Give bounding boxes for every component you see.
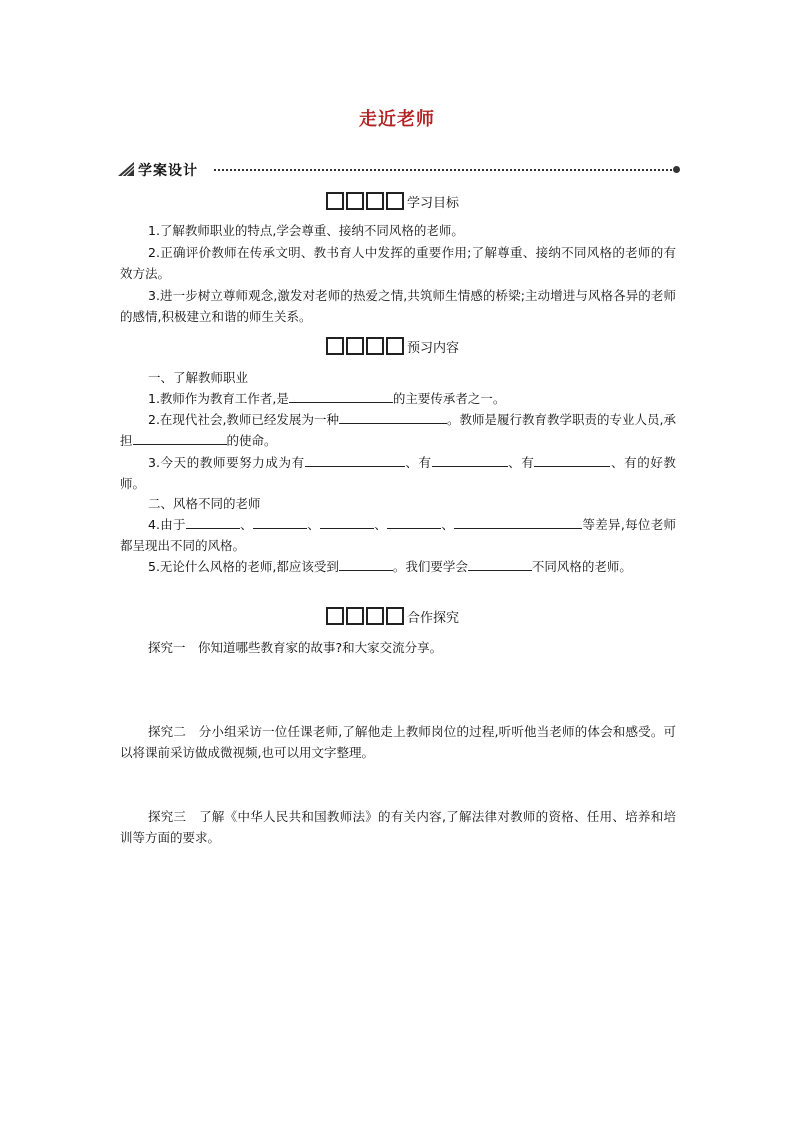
blank-field[interactable] bbox=[133, 431, 227, 445]
divider-end-dot bbox=[673, 166, 680, 173]
heading-boxes-icon bbox=[326, 337, 406, 355]
goal-item-3: 3.进一步树立尊师观念,激发对老师的热爱之情,共筑师生情感的桥梁;主动增进与风格各异的老师的感情,积极建立和谐的师生关系。 bbox=[120, 288, 676, 324]
preview-q5: 5.无论什么风格的老师,都应该受到 。我们要学会 不同风格的老师。 bbox=[148, 559, 632, 574]
blank-field[interactable] bbox=[534, 453, 610, 467]
blank-field[interactable] bbox=[432, 453, 508, 467]
preview-part1: 一、了解教师职业 bbox=[148, 370, 249, 385]
goals-heading-text: 学习目标 bbox=[407, 195, 460, 211]
blank-field[interactable] bbox=[454, 515, 582, 529]
section-header bbox=[118, 158, 680, 182]
goal-item-1: 1.了解教师职业的特点,学会尊重、接纳不同风格的老师。 bbox=[148, 223, 464, 238]
blank-field[interactable] bbox=[253, 515, 307, 529]
section-label: 学案设计 bbox=[138, 163, 198, 179]
blank-field[interactable] bbox=[468, 557, 532, 571]
blank-field[interactable] bbox=[186, 515, 240, 529]
explore-item-1: 探究一 你知道哪些教育家的故事?和大家交流分享。 bbox=[148, 640, 443, 655]
explore-heading bbox=[326, 605, 459, 627]
preview-heading bbox=[326, 335, 459, 357]
blank-field[interactable] bbox=[339, 557, 393, 571]
preview-q1: 1.教师作为教育工作者,是 的主要传承者之一。 bbox=[148, 391, 506, 406]
blank-field[interactable] bbox=[320, 515, 374, 529]
preview-part2: 二、风格不同的老师 bbox=[148, 496, 261, 511]
explore-heading-text: 合作探究 bbox=[407, 610, 460, 626]
goals-heading bbox=[326, 190, 459, 212]
blank-field[interactable] bbox=[305, 453, 405, 467]
preview-q2: 2.在现代社会,教师已经发展为一种 。教师是履行教育教学职责的专业人员,承担 的使命。 bbox=[120, 412, 676, 448]
section-divider bbox=[214, 169, 672, 171]
explore-item-3: 探究三 了解《中华人民共和国教师法》的有关内容,了解法律对教师的资格、任用、培养和培训等方面的要求。 bbox=[120, 809, 676, 845]
blank-field[interactable] bbox=[387, 515, 441, 529]
preview-heading-text: 预习内容 bbox=[407, 340, 460, 356]
preview-q4: 4.由于 、 、 、 、 等差异,每位老师都呈现出不同的风格。 bbox=[120, 517, 676, 553]
goal-item-2: 2.正确评价教师在传承文明、教书育人中发挥的重要作用;了解尊重、接纳不同风格的老师的有效方法。 bbox=[120, 245, 676, 281]
blank-field[interactable] bbox=[289, 389, 393, 403]
heading-boxes-icon bbox=[326, 607, 406, 625]
heading-boxes-icon bbox=[326, 192, 406, 210]
preview-q3: 3.今天的教师要努力成为有 、有 、有 、有的好教师。 bbox=[120, 455, 676, 491]
blank-field[interactable] bbox=[339, 410, 447, 424]
page-title: 走近老师 bbox=[359, 109, 435, 130]
section-triangle-icon bbox=[118, 162, 134, 176]
explore-item-2: 探究二 分小组采访一位任课老师,了解他走上教师岗位的过程,听听他当老师的体会和感受。可以将课前采访做成微视频,也可以用文字整理。 bbox=[120, 724, 676, 760]
